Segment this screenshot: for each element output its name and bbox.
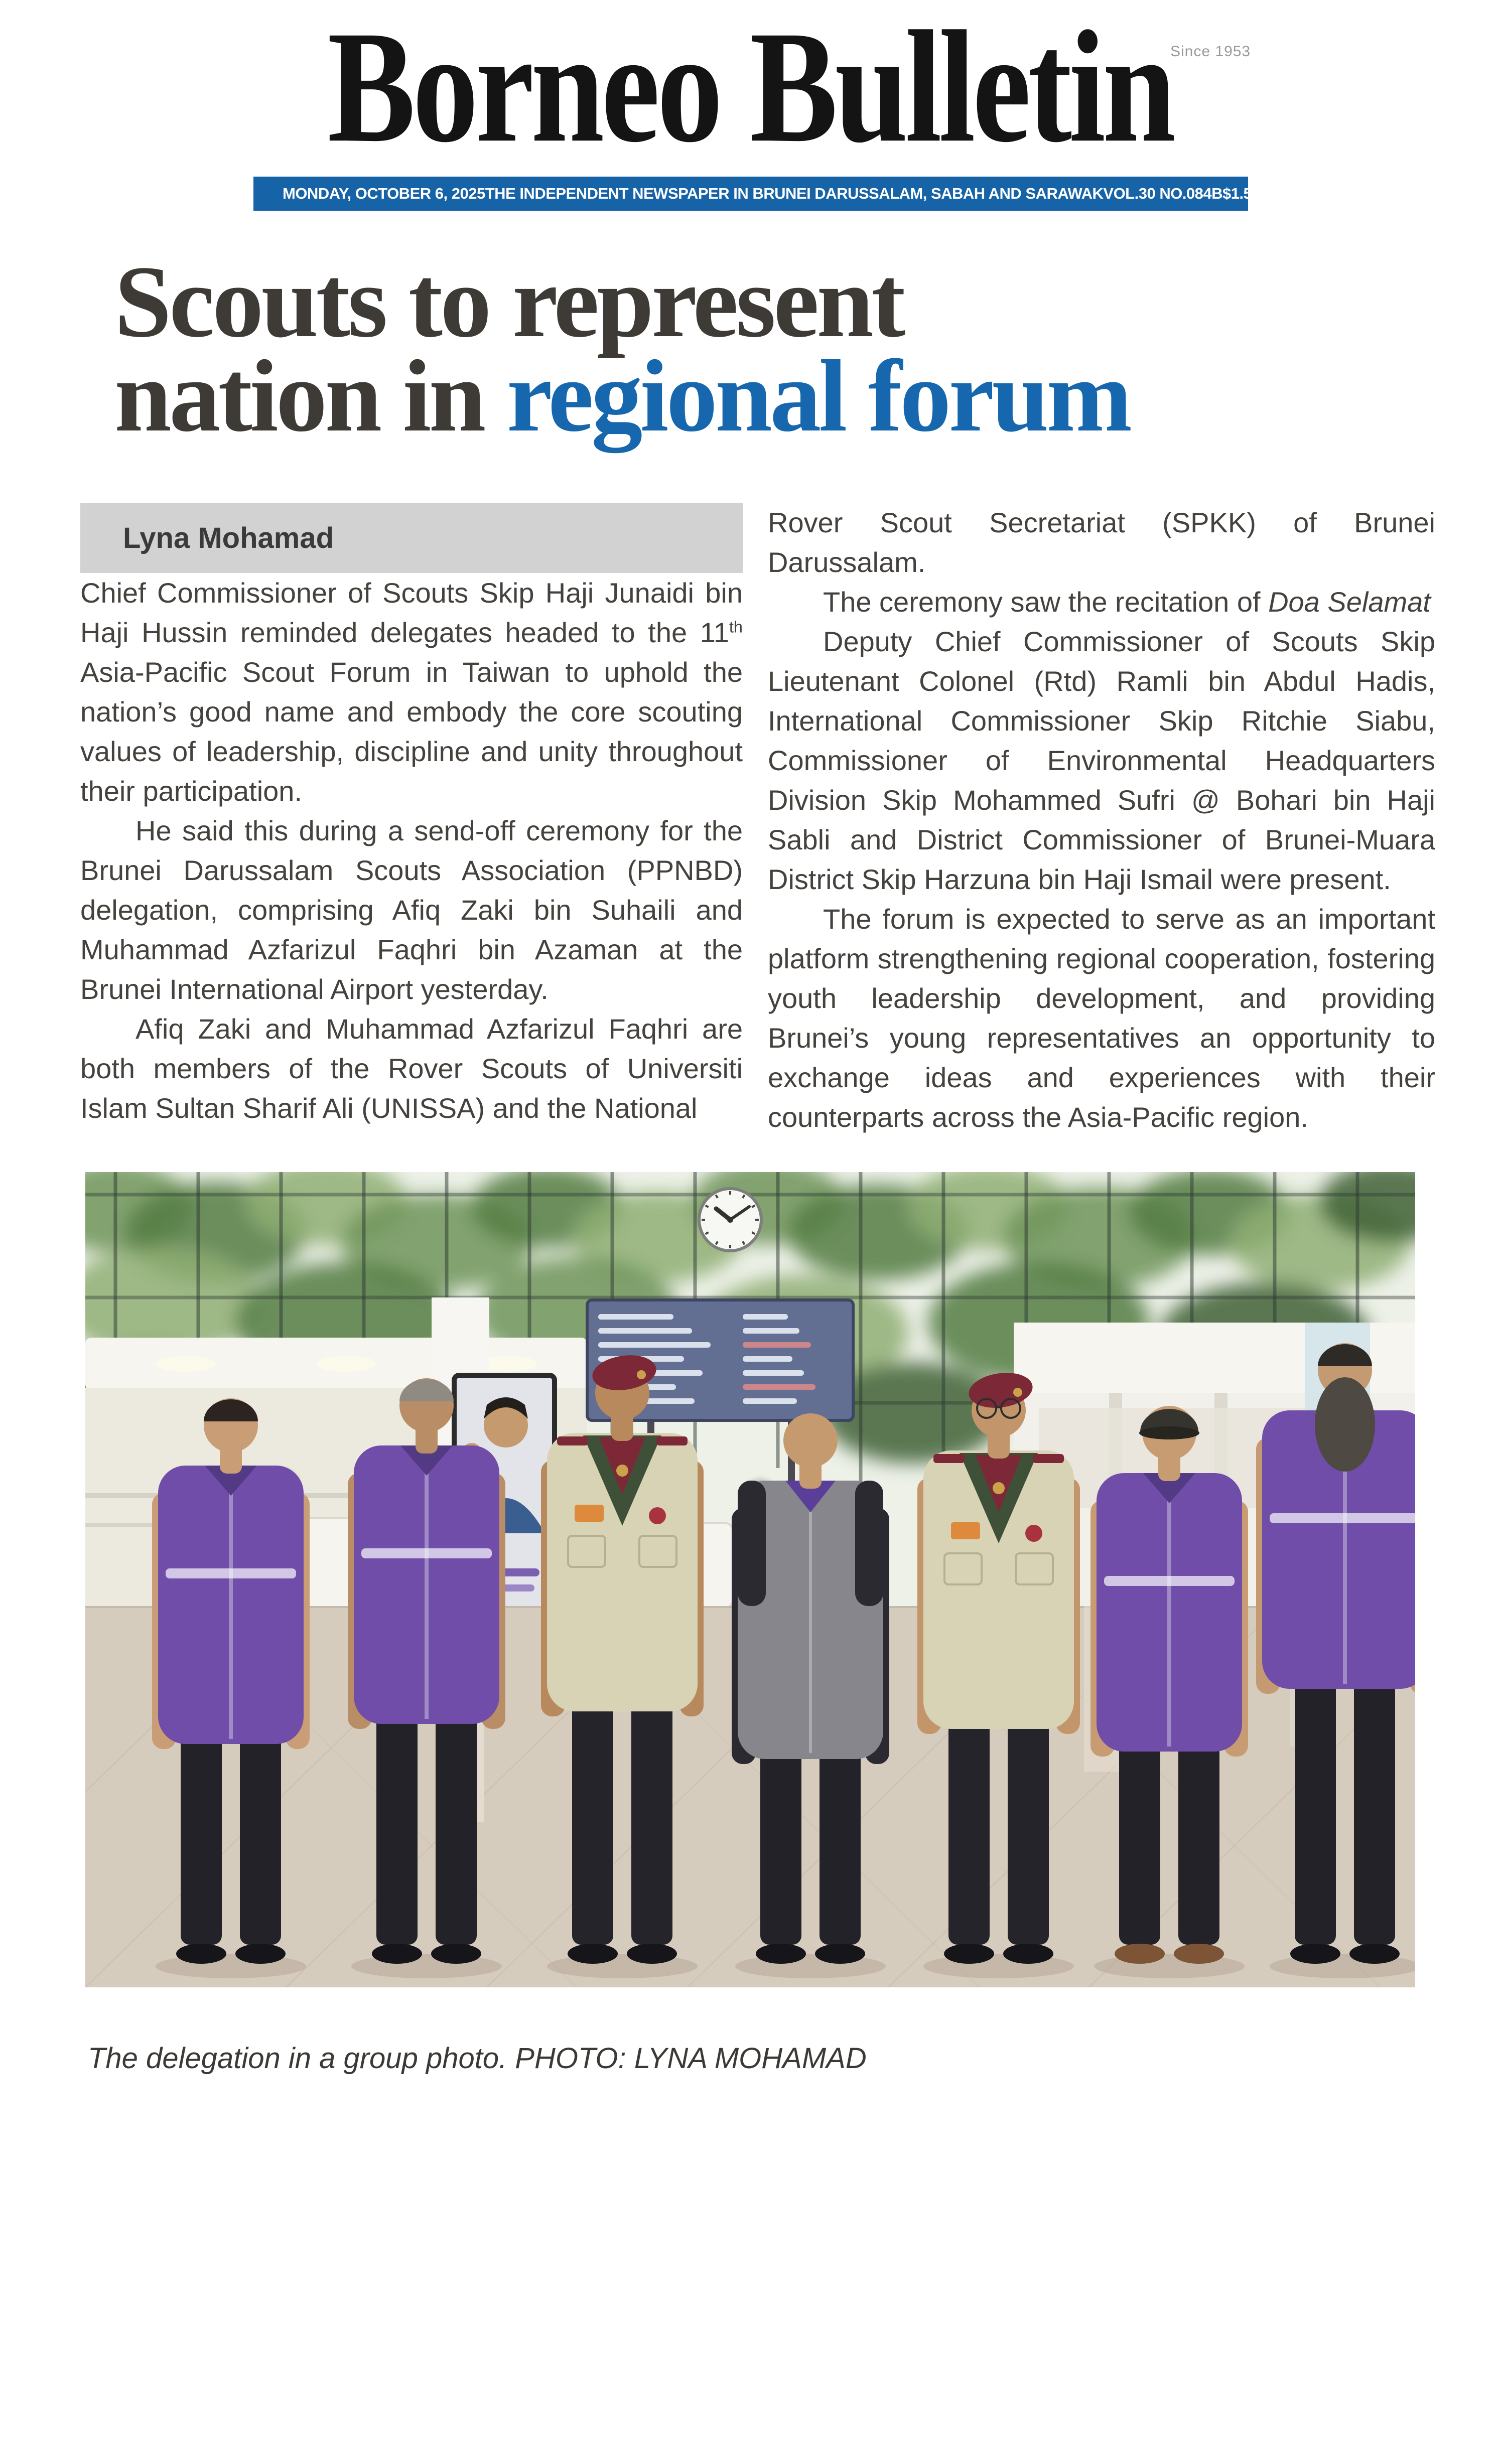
byline-author: Lyna Mohamad (123, 521, 334, 554)
shirt-button-placket (229, 1493, 233, 1739)
person-shoe (1349, 1944, 1400, 1964)
person-leg (436, 1706, 477, 1945)
masthead-info-bar (253, 177, 1261, 211)
person-leg (1008, 1711, 1049, 1945)
person-shadow (1094, 1954, 1245, 1978)
ordinal-superscript: th (729, 618, 743, 636)
scout-woggle (993, 1482, 1005, 1494)
italic-term: Doa Selamat (1268, 586, 1431, 618)
beret-badge (1013, 1388, 1022, 1397)
scout-badge (1025, 1525, 1042, 1542)
shirt-chest-stripe (1270, 1513, 1415, 1523)
board-row-status (743, 1370, 804, 1376)
person-leg (1354, 1671, 1395, 1945)
person-leg (760, 1742, 801, 1945)
person-leg (820, 1742, 861, 1945)
paragraph: Deputy Chief Commissioner of Scouts Skip Lieutenant Colonel (Rtd) Ramli bin Abdul Hadis, International Commissioner Skip Ritchie Siabu, Commissioner of Environmental Headquarters Division Skip Mohammed Sufri @ Bohari bin Haji Sabli and District Commissioner of Brunei-Muara District Skip Harzuna bin Haji Ismail were present. (768, 626, 1435, 895)
person-shoe (372, 1944, 422, 1964)
photo-caption: The delegation in a group photo. PHOTO: LYNA MOHAMAD (88, 2042, 867, 2075)
ceiling-light (156, 1356, 216, 1372)
scout-badge (649, 1507, 666, 1524)
clock-center (727, 1217, 733, 1223)
person-mustache (1330, 1387, 1360, 1398)
board-row-status (743, 1314, 788, 1320)
person-shoe (627, 1944, 677, 1964)
scout-epaulette (933, 1454, 965, 1463)
board-row-text (598, 1342, 711, 1348)
scout-patch (951, 1522, 980, 1539)
board-row-status (743, 1384, 815, 1390)
person-leg (376, 1706, 418, 1945)
newspaper-title: Borneo Bulletin (327, 0, 1173, 176)
person-shadow (351, 1954, 502, 1978)
scout-patch (575, 1505, 604, 1522)
person-leg (181, 1726, 222, 1945)
paragraph: Chief Commissioner of Scouts Skip Haji Junaidi bin Haji Hussin reminded delegates headed to the 11th Asia-Pacific Scout Forum in Taiwan to uphold the nation’s good name and embody the core scouting values of leadership, discipline and unity throughout their participation. (80, 577, 743, 807)
tagline: THE INDEPENDENT NEWSPAPER IN BRUNEI DARUSSALAM, SABAH AND SARAWAK (485, 185, 1104, 202)
person-shoe (756, 1944, 806, 1964)
scout-woggle (616, 1465, 628, 1477)
board-row-text (598, 1314, 673, 1320)
shirt-button-placket (1167, 1501, 1171, 1747)
person-leg (631, 1694, 672, 1945)
byline-box (80, 503, 743, 573)
person-shoe (176, 1944, 226, 1964)
person-leg (948, 1711, 990, 1945)
person-shoe (1174, 1944, 1224, 1964)
paragraph: The ceremony saw the recitation of Doa Selamat (823, 586, 1431, 618)
column-right (768, 503, 1435, 1137)
person-shoe (1003, 1944, 1053, 1964)
since-label: Since 1953 (1170, 43, 1251, 60)
delegation-group-photo (85, 1172, 1415, 1987)
column-left (80, 503, 743, 1137)
wall-clock (699, 1189, 761, 1251)
article-photo (85, 1172, 1415, 1987)
person-shadow (923, 1954, 1074, 1978)
article-body (80, 503, 1435, 1137)
article-headline (114, 245, 1500, 453)
person-leg (240, 1726, 281, 1945)
person-shoe (431, 1944, 481, 1964)
person-leg (1178, 1734, 1219, 1945)
scout-epaulette (557, 1436, 588, 1445)
board-row-status (743, 1356, 792, 1362)
board-row-text (598, 1328, 692, 1334)
board-row-status (743, 1398, 797, 1404)
masthead (0, 0, 1500, 177)
scout-epaulette (1033, 1454, 1064, 1463)
volume-number: VOL.30 NO.084 (1103, 185, 1212, 202)
shirt-button-placket (1343, 1438, 1347, 1684)
person-shadow (156, 1954, 306, 1978)
cap-brim (1139, 1426, 1199, 1439)
person-leg (572, 1694, 613, 1945)
vest-sleeve (855, 1481, 883, 1606)
paragraph: He said this during a send-off ceremony for the Brunei Darussalam Scouts Association (PPNBD) delegation, comprising Afiq Zaki bin Suhaili and Muhammad Azfarizul Faqhri bin Azaman at the Brunei International Airport yesterday. (80, 815, 743, 1005)
headline-line-1: Scouts to represent (114, 245, 903, 359)
ceiling-light (316, 1356, 376, 1372)
board-row-status (743, 1342, 811, 1348)
scout-epaulette (656, 1436, 688, 1445)
paragraph: Rover Scout Secretariat (SPKK) of Brunei Darussalam. (768, 507, 1435, 578)
person-shoe (944, 1944, 994, 1964)
board-row-status (743, 1328, 799, 1334)
person-shoe (815, 1944, 865, 1964)
price: B$1.50 (1211, 185, 1261, 202)
headline-line-2: nation in regional forum (114, 339, 1130, 453)
vest-sleeve (738, 1481, 766, 1606)
person-shadow (547, 1954, 698, 1978)
person-shoe (1115, 1944, 1165, 1964)
issue-date: MONDAY, OCTOBER 6, 2025 (283, 185, 485, 202)
person-shoe (1290, 1944, 1340, 1964)
paragraph: The forum is expected to serve as an important platform strengthening regional cooperation, fostering youth leadership development, and providing Brunei’s young representatives an opportunity to exchange ideas and experiences with their counterparts across the Asia-Pacific region. (768, 903, 1435, 1133)
vest-button-line (809, 1512, 812, 1753)
person-shadow (735, 1954, 886, 1978)
person-leg (1295, 1671, 1336, 1945)
person-shoe (568, 1944, 618, 1964)
person-leg (1119, 1734, 1160, 1945)
shirt-button-placket (425, 1473, 429, 1719)
beret-badge (637, 1370, 646, 1379)
paragraph: Afiq Zaki and Muhammad Azfarizul Faqhri are both members of the Rover Scouts of Universiti Islam Sultan Sharif Ali (UNISSA) and the National (80, 1013, 743, 1124)
person-shoe (235, 1944, 286, 1964)
person-head (783, 1413, 838, 1468)
